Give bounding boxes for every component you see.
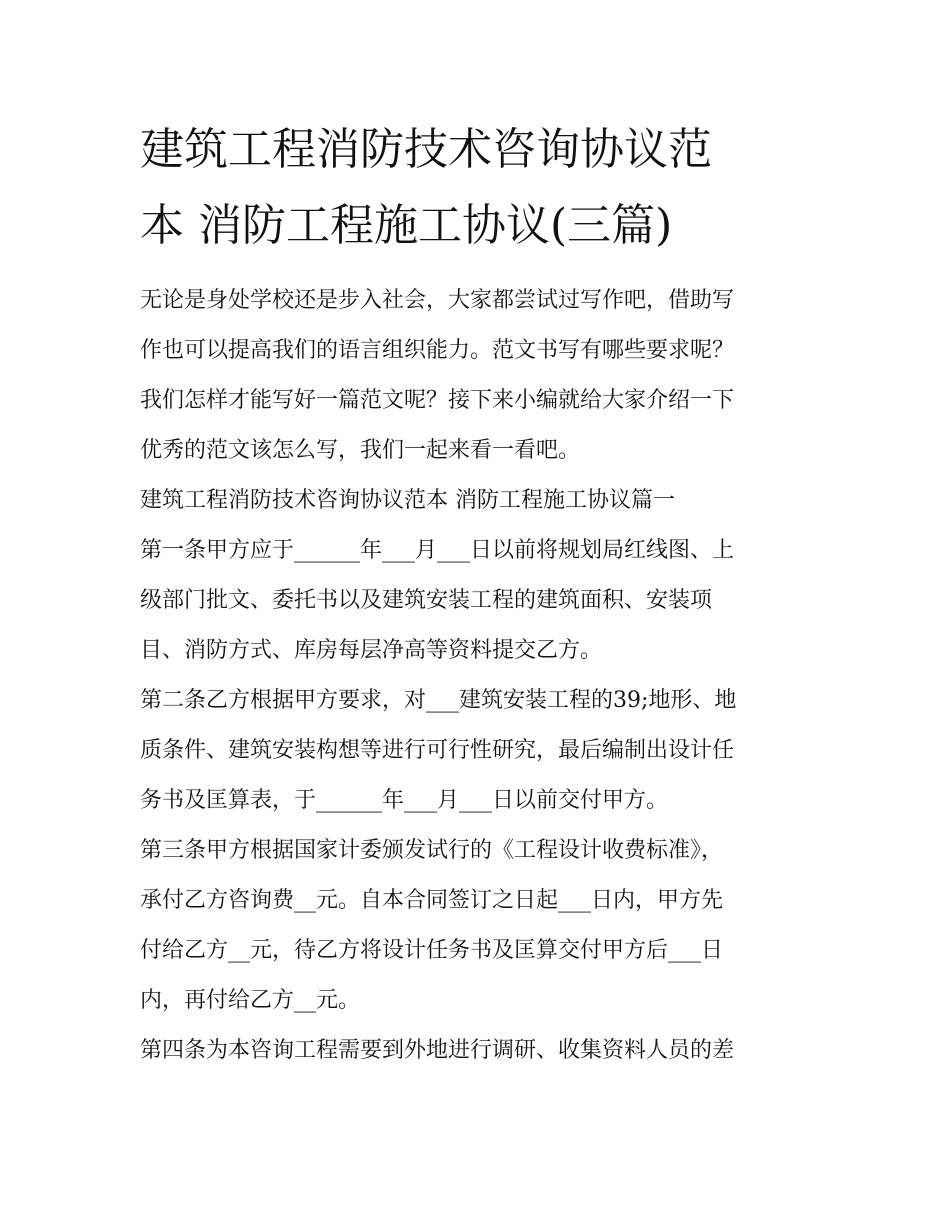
document-body (140, 276, 820, 1076)
document-title (140, 112, 820, 264)
clause-two-line: 第二条乙方根据甲方要求，对___建筑安装工程的39;地形、地 (140, 688, 737, 713)
clause-three-line: 内，再付给乙方__元。 (140, 988, 361, 1013)
title-line: 本 消防工程施工协议(三篇) (140, 200, 673, 251)
clause-three-line: 承付乙方咨询费__元。自本合同签订之日起___日内，甲方先 (140, 888, 724, 913)
clause-one-line: 目、消防方式、库房每层净高等资料提交乙方。 (140, 638, 603, 663)
clause-two-line: 质条件、建筑安装构想等进行可行性研究，最后编制出设计任 (140, 738, 735, 763)
intro-paragraph-line: 作也可以提高我们的语言组织能力。范文书写有哪些要求呢？ (140, 338, 735, 363)
intro-paragraph-line: 优秀的范文该怎么写，我们一起来看一看吧。 (140, 438, 581, 463)
clause-two-line: 务书及匡算表，于______年___月___日以前交付甲方。 (140, 788, 669, 813)
intro-paragraph-line: 我们怎样才能写好一篇范文呢？接下来小编就给大家介绍一下 (140, 388, 735, 413)
clause-one-line: 级部门批文、委托书以及建筑安装工程的建筑面积、安装项 (140, 588, 713, 613)
clause-three-line: 付给乙方__元，待乙方将设计任务书及匡算交付甲方后___日 (140, 938, 724, 963)
title-line: 建筑工程消防技术咨询协议范 (140, 124, 712, 175)
section-heading: 建筑工程消防技术咨询协议范本 消防工程施工协议篇一 (140, 488, 675, 513)
clause-four-line: 第四条为本咨询工程需要到外地进行调研、收集资料人员的差 (140, 1038, 735, 1063)
intro-paragraph-line: 无论是身处学校还是步入社会，大家都尝试过写作吧，借助写 (140, 288, 735, 313)
clause-one-line: 第一条甲方应于______年___月___日以前将规划局红线图、上 (140, 538, 735, 563)
clause-three-line: 第三条甲方根据国家计委颁发试行的《工程设计收费标准》， (140, 838, 724, 863)
